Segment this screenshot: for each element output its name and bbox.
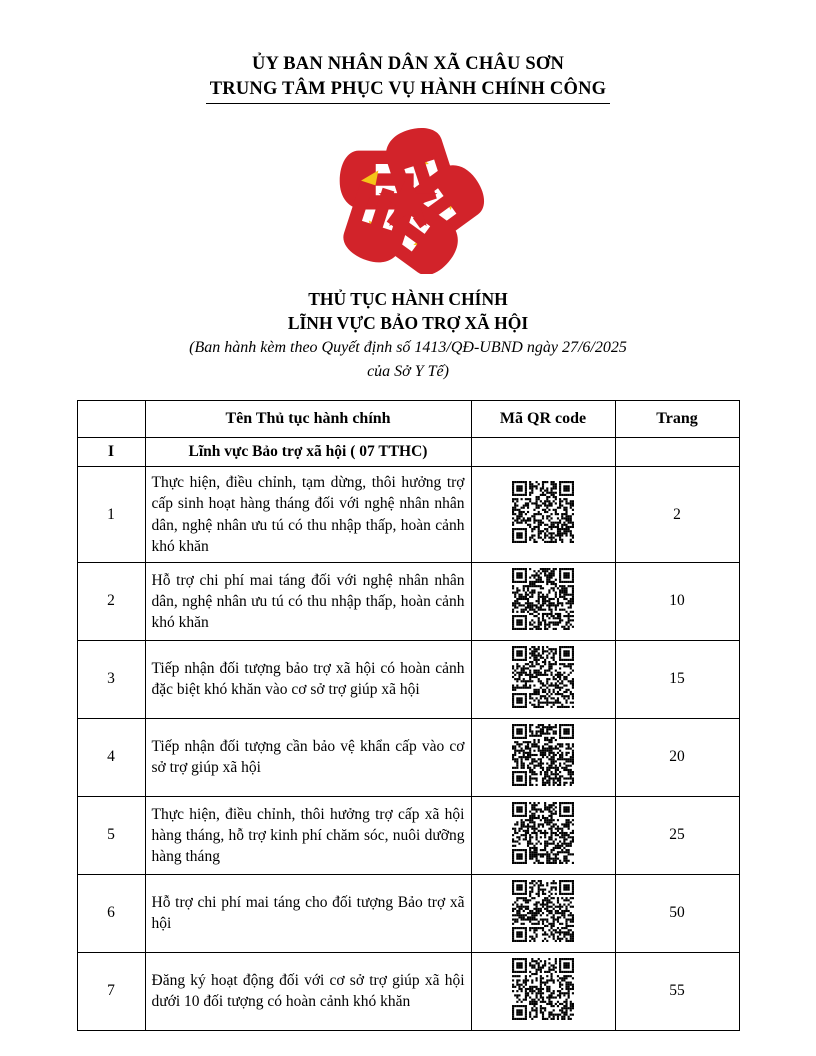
table-row [77,467,739,562]
page-number: 25 [615,796,739,874]
page-number: 15 [615,640,739,718]
row-index: 7 [77,952,145,1030]
procedure-name: Thực hiện, điều chỉnh, tạm dừng, thôi hưởng trợ cấp sinh hoạt hàng tháng đối với nghệ nhân nhân dân, nghệ nhân ưu tú có thu nhập thấp, hoàn cảnh khó khăn [145,467,471,562]
document-title-line2: LĨNH VỰC BẢO TRỢ XÃ HỘI [287,312,529,333]
vietnam-administrative-service-emblem-icon [313,126,503,279]
document-title-line1: THỦ TỤC HÀNH CHÍNH [308,288,508,309]
qr-code-icon[interactable] [471,952,615,1030]
section-page-cell [615,438,739,467]
qr-code-icon[interactable] [471,718,615,796]
document-subtitle-line1: (Ban hành kèm theo Quyết định số 1413/QĐ-UBND ngày 27/6/2025 [189,339,627,357]
organization-name-line1: ỦY BAN NHÂN DÂN XÃ CHÂU SƠN [251,54,565,74]
procedure-name: Thực hiện, điều chỉnh, thôi hưởng trợ cấp xã hội hàng tháng, hỗ trợ kinh phí chăm sóc, nuôi dưỡng hàng tháng [145,796,471,874]
table-row [77,562,739,640]
procedure-name: Tiếp nhận đối tượng bảo trợ xã hội có hoàn cảnh đặc biệt khó khăn vào cơ sở trợ giúp xã hội [145,640,471,718]
qr-code-icon[interactable] [471,874,615,952]
organization-name-line2: TRUNG TÂM PHỤC VỤ HÀNH CHÍNH CÔNG [206,77,610,104]
section-qr-cell [471,438,615,467]
qr-code-icon[interactable] [471,640,615,718]
row-index: 6 [77,874,145,952]
qr-code-icon[interactable] [471,796,615,874]
procedure-name: Hỗ trợ chi phí mai táng cho đối tượng Bảo trợ xã hội [145,874,471,952]
table-row [77,640,739,718]
table-row [77,796,739,874]
table-section-row [77,438,739,467]
table-header-row [77,401,739,438]
procedure-name: Đăng ký hoạt động đối với cơ sở trợ giúp xã hội dưới 10 đối tượng có hoàn cảnh khó khăn [145,952,471,1030]
row-index: 1 [77,467,145,562]
document-title-block [0,288,816,382]
document-subtitle-line2: của Sở Y Tế) [367,362,449,380]
document-header [0,0,816,104]
column-header-page: Trang [615,401,739,438]
row-index: 4 [77,718,145,796]
qr-code-icon[interactable] [471,562,615,640]
column-header-qr: Mã QR code [471,401,615,438]
column-header-index [77,401,145,438]
page-number: 2 [615,467,739,562]
procedure-name: Hỗ trợ chi phí mai táng đối với nghệ nhân nhân dân, nghệ nhân ưu tú có thu nhập thấp, hoàn cảnh khó khăn [145,562,471,640]
row-index: 3 [77,640,145,718]
qr-code-icon[interactable] [471,467,615,562]
table-row [77,874,739,952]
table-row [77,952,739,1030]
section-label: Lĩnh vực Bảo trợ xã hội ( 07 TTHC) [145,438,471,467]
emblem-container [0,126,816,274]
column-header-name: Tên Thủ tục hành chính [145,401,471,438]
row-index: 2 [77,562,145,640]
page-number: 50 [615,874,739,952]
page-number: 20 [615,718,739,796]
page-number: 55 [615,952,739,1030]
section-index: I [77,438,145,467]
page-number: 10 [615,562,739,640]
procedure-name: Tiếp nhận đối tượng cần bảo vệ khẩn cấp vào cơ sở trợ giúp xã hội [145,718,471,796]
row-index: 5 [77,796,145,874]
table-row [77,718,739,796]
procedures-table [77,400,740,1030]
